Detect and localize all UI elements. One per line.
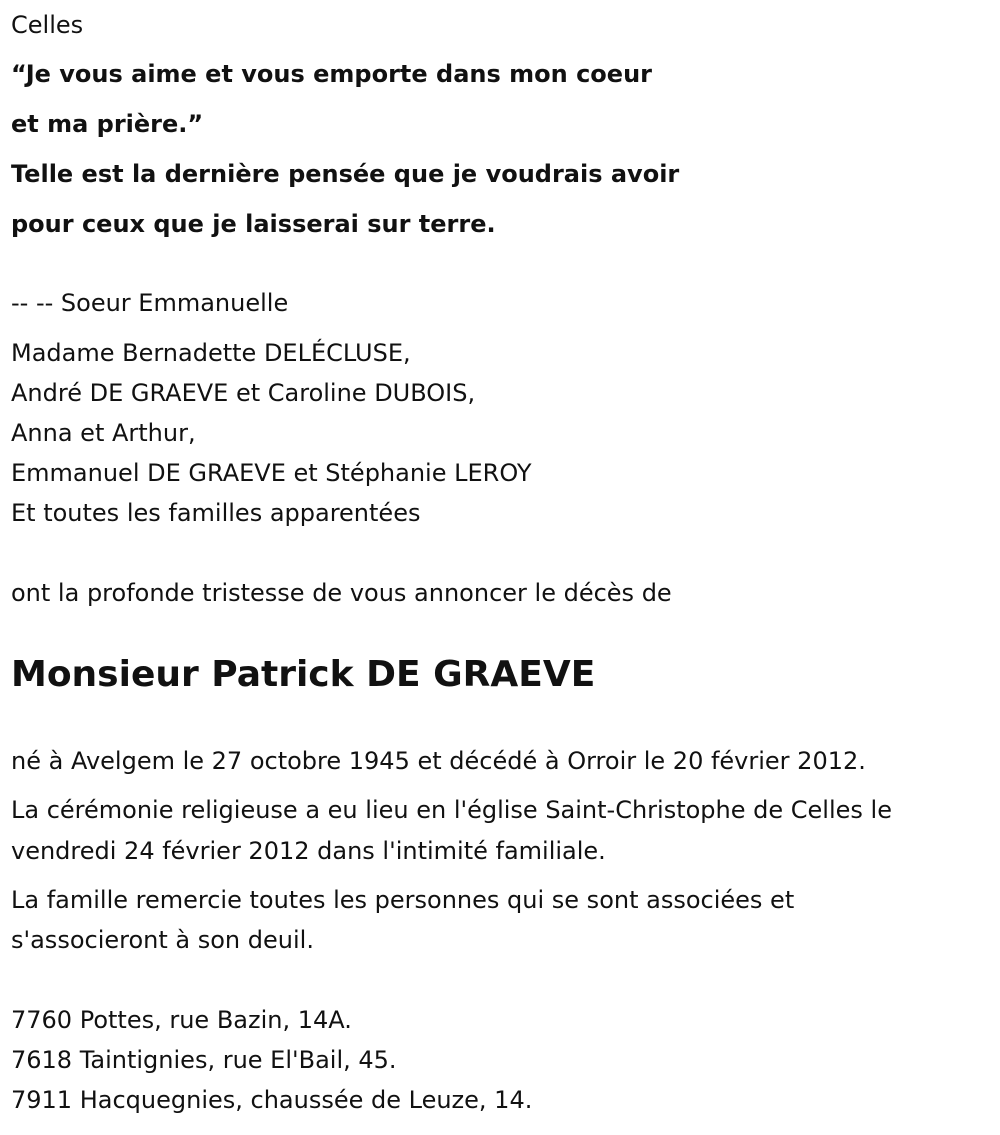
family-member: Et toutes les familles apparentées bbox=[11, 499, 421, 527]
thanks-text-line-2: s'associeront à son deuil. bbox=[11, 926, 314, 954]
quote-attribution: -- -- Soeur Emmanuelle bbox=[11, 289, 289, 317]
quote-line-2: et ma prière.” bbox=[11, 110, 204, 138]
ceremony-text-line-2: vendredi 24 février 2012 dans l'intimité familiale. bbox=[11, 837, 606, 865]
quote-line-1: “Je vous aime et vous emporte dans mon coeur bbox=[11, 60, 652, 88]
birth-death-text: né à Avelgem le 27 octobre 1945 et décédé à Orroir le 20 février 2012. bbox=[11, 747, 866, 775]
ceremony-text-line-1: La cérémonie religieuse a eu lieu en l'église Saint-Christophe de Celles le bbox=[11, 796, 892, 824]
family-member: André DE GRAEVE et Caroline DUBOIS, bbox=[11, 379, 476, 407]
thanks-text-line-1: La famille remercie toutes les personnes qui se sont associées et bbox=[11, 886, 795, 914]
family-member: Anna et Arthur, bbox=[11, 419, 196, 447]
announcement-text: ont la profonde tristesse de vous annoncer le décès de bbox=[11, 579, 672, 607]
location-label: Celles bbox=[11, 11, 84, 39]
deceased-name: Monsieur Patrick DE GRAEVE bbox=[11, 654, 596, 695]
family-member: Emmanuel DE GRAEVE et Stéphanie LEROY bbox=[11, 459, 532, 487]
quote-line-3: Telle est la dernière pensée que je voudrais avoir bbox=[11, 160, 680, 188]
address-line: 7911 Hacquegnies, chaussée de Leuze, 14. bbox=[11, 1086, 533, 1114]
family-member: Madame Bernadette DELÉCLUSE, bbox=[11, 339, 411, 367]
address-line: 7618 Taintignies, rue El'Bail, 45. bbox=[11, 1046, 397, 1074]
quote-line-4: pour ceux que je laisserai sur terre. bbox=[11, 210, 496, 238]
address-line: 7760 Pottes, rue Bazin, 14A. bbox=[11, 1006, 352, 1034]
